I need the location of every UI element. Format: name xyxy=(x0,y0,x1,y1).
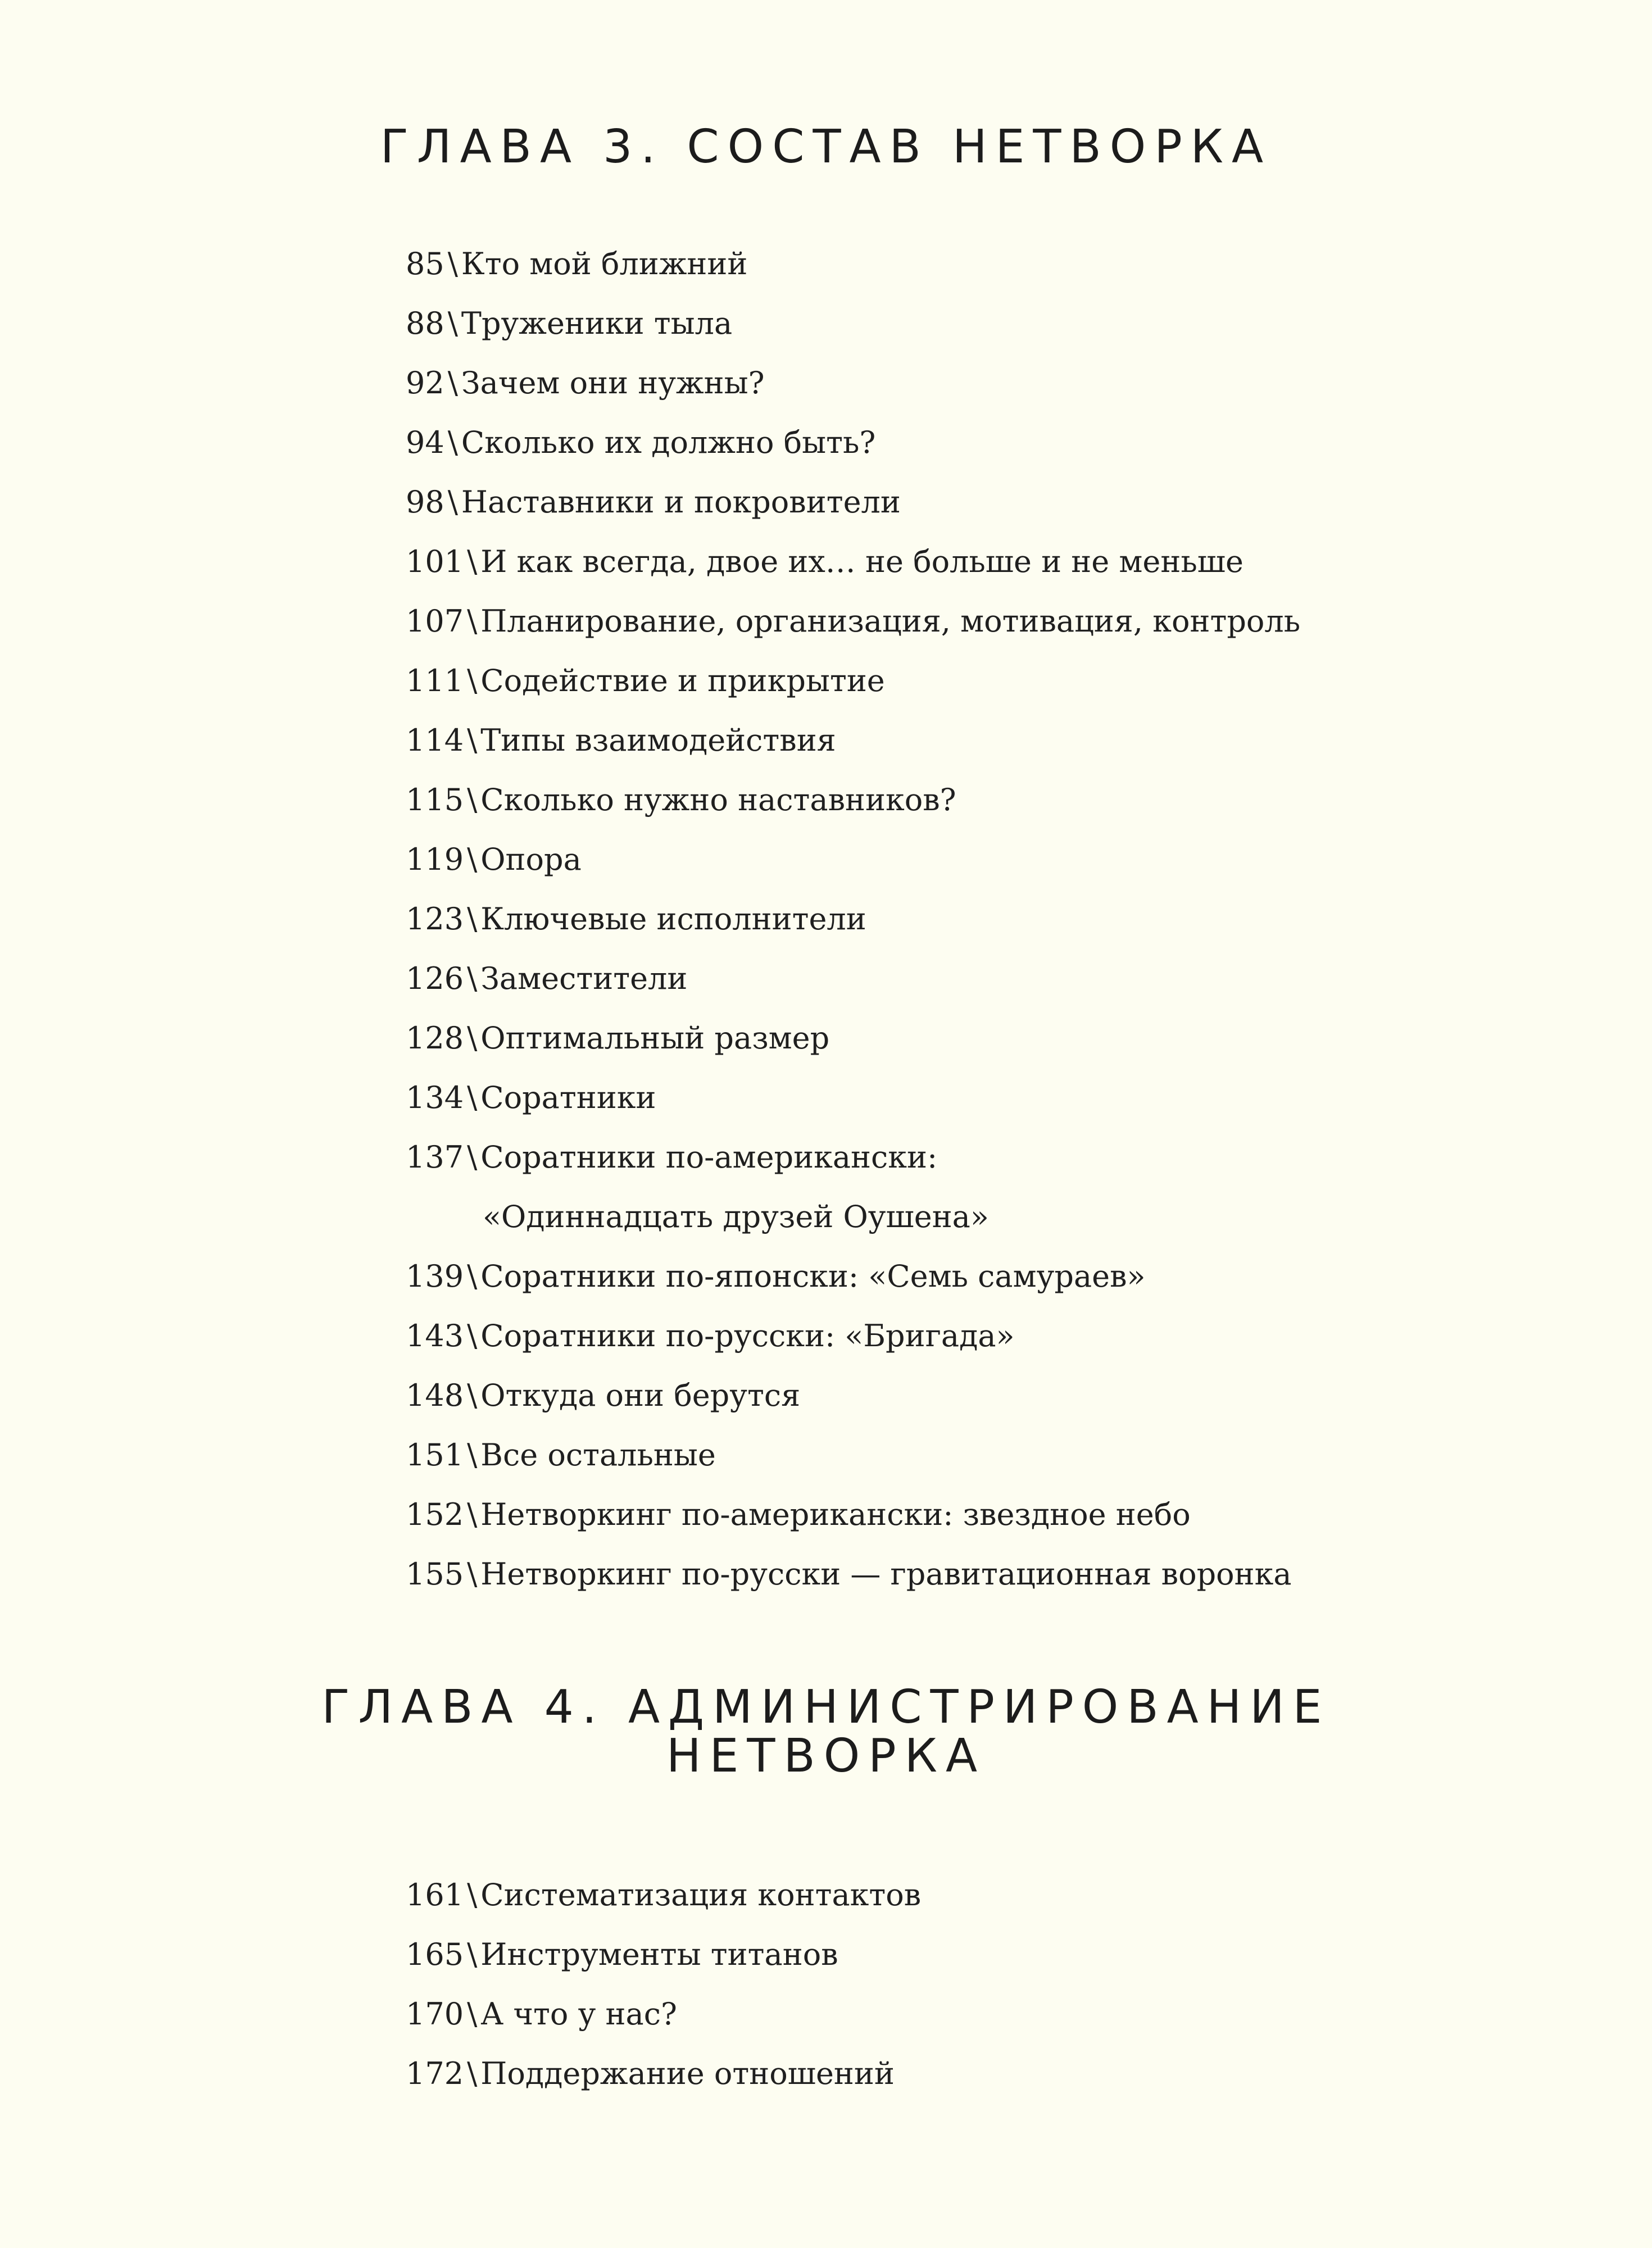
toc-entry[interactable] xyxy=(406,1068,1300,1128)
entry-title: Инструменты титанов xyxy=(480,1937,838,1972)
chapter-3-title xyxy=(0,120,1652,174)
entry-title: Типы взаимодействия xyxy=(480,723,836,758)
separator: \ xyxy=(467,961,478,996)
entry-title: Оптимальный размер xyxy=(480,1020,830,1056)
toc-entry[interactable] xyxy=(406,2044,921,2104)
separator: \ xyxy=(447,246,458,281)
entry-title: Труженики тыла xyxy=(461,306,733,341)
toc-entry[interactable] xyxy=(406,592,1300,651)
toc-entry[interactable] xyxy=(406,770,1300,830)
separator: \ xyxy=(467,1556,478,1592)
chapter-4-toc xyxy=(406,1865,921,2104)
separator: \ xyxy=(467,1497,478,1532)
entry-title: Содействие и прикрытие xyxy=(480,663,885,698)
page-number: 172 xyxy=(406,2056,464,2091)
chapter-4-title xyxy=(0,1683,1652,1781)
entry-title: Зачем они нужны? xyxy=(461,365,765,401)
entry-title: Наставники и покровители xyxy=(461,484,901,520)
toc-entry[interactable] xyxy=(406,651,1300,711)
page-number: 98 xyxy=(406,484,444,520)
separator: \ xyxy=(467,544,478,579)
page-number: 111 xyxy=(406,663,464,698)
separator: \ xyxy=(467,1937,478,1972)
separator: \ xyxy=(467,1139,478,1175)
page-number: 155 xyxy=(406,1556,464,1592)
toc-entry[interactable] xyxy=(406,473,1300,532)
separator: \ xyxy=(467,901,478,937)
toc-entry[interactable] xyxy=(406,1485,1300,1545)
toc-entry[interactable] xyxy=(406,1247,1300,1306)
entry-title: Сколько их должно быть? xyxy=(461,425,876,460)
page-number: 128 xyxy=(406,1020,464,1056)
toc-entry[interactable] xyxy=(406,532,1300,592)
separator: \ xyxy=(467,1437,478,1473)
entry-title: Все остальные xyxy=(480,1437,716,1473)
entry-title: И как всегда, двое их… не больше и не меньше xyxy=(480,544,1243,579)
entry-title: Кто мой ближний xyxy=(461,246,748,281)
page-number: 92 xyxy=(406,365,444,401)
entry-title: А что у нас? xyxy=(480,1996,677,2032)
chapter-4-title-line-1: ГЛАВА 4. АДМИНИСТРИРОВАНИЕ xyxy=(321,1681,1331,1734)
page-number: 170 xyxy=(406,1996,464,2032)
entry-title: Планирование, организация, мотивация, контроль xyxy=(480,603,1301,639)
entry-title: Ключевые исполнители xyxy=(480,901,866,937)
toc-entry[interactable] xyxy=(406,1545,1300,1604)
page-number: 107 xyxy=(406,603,464,639)
separator: \ xyxy=(467,782,478,818)
toc-entry[interactable] xyxy=(406,711,1300,770)
page-number: 148 xyxy=(406,1378,464,1413)
toc-entry[interactable] xyxy=(406,413,1300,473)
toc-entry[interactable] xyxy=(406,234,1300,294)
toc-entry[interactable] xyxy=(406,1128,1300,1187)
entry-title: Соратники по-русски: «Бригада» xyxy=(480,1318,1015,1354)
separator: \ xyxy=(447,306,458,341)
entry-title: Нетворкинг по-американски: звездное небо xyxy=(480,1497,1191,1532)
page-number: 114 xyxy=(406,723,464,758)
toc-entry[interactable] xyxy=(406,1865,921,1925)
page-number: 161 xyxy=(406,1877,464,1913)
page-number: 139 xyxy=(406,1259,464,1294)
entry-title: Соратники по-американски: xyxy=(480,1139,938,1175)
entry-title: Сколько нужно наставников? xyxy=(480,782,956,818)
separator: \ xyxy=(467,1996,478,2032)
page-number: 126 xyxy=(406,961,464,996)
toc-entry[interactable] xyxy=(406,1306,1300,1366)
entry-title: Заместители xyxy=(480,961,688,996)
entry-title: Откуда они берутся xyxy=(480,1378,801,1413)
toc-entry[interactable] xyxy=(406,889,1300,949)
separator: \ xyxy=(467,1020,478,1056)
separator: \ xyxy=(447,365,458,401)
entry-title: Соратники по-японски: «Семь самураев» xyxy=(480,1259,1146,1294)
chapter-4-title-line-2: НЕТВОРКА xyxy=(666,1729,986,1783)
entry-title: Нетворкинг по-русски — гравитационная воронка xyxy=(480,1556,1292,1592)
toc-entry[interactable] xyxy=(406,294,1300,353)
page-number: 115 xyxy=(406,782,464,818)
entry-title: Систематизация контактов xyxy=(480,1877,922,1913)
page-number: 134 xyxy=(406,1080,464,1115)
toc-entry[interactable] xyxy=(406,1984,921,2044)
page-number: 123 xyxy=(406,901,464,937)
separator: \ xyxy=(467,663,478,698)
page-number: 88 xyxy=(406,306,444,341)
entry-title: Опора xyxy=(480,842,582,877)
toc-entry[interactable] xyxy=(406,1925,921,1984)
entry-title: Поддержание отношений xyxy=(480,2056,895,2091)
separator: \ xyxy=(467,1318,478,1354)
page-number: 101 xyxy=(406,544,464,579)
page-number: 119 xyxy=(406,842,464,877)
separator: \ xyxy=(467,1877,478,1913)
page-number: 85 xyxy=(406,246,444,281)
separator: \ xyxy=(467,842,478,877)
separator: \ xyxy=(467,2056,478,2091)
separator: \ xyxy=(467,1080,478,1115)
page-number: 143 xyxy=(406,1318,464,1354)
page-number: 151 xyxy=(406,1437,464,1473)
entry-title: Соратники xyxy=(480,1080,656,1115)
toc-entry[interactable] xyxy=(406,1366,1300,1425)
toc-entry[interactable] xyxy=(406,353,1300,413)
separator: \ xyxy=(467,1378,478,1413)
separator: \ xyxy=(467,723,478,758)
toc-entry-continuation[interactable] xyxy=(406,1187,1300,1247)
page-number: 165 xyxy=(406,1937,464,1972)
toc-entry[interactable] xyxy=(406,1425,1300,1485)
separator: \ xyxy=(467,1259,478,1294)
page-number: 137 xyxy=(406,1139,464,1175)
separator: \ xyxy=(447,484,458,520)
page-number: 94 xyxy=(406,425,444,460)
toc-entry[interactable] xyxy=(406,1009,1300,1068)
entry-title: «Одиннадцать друзей Оушена» xyxy=(483,1199,989,1234)
separator: \ xyxy=(467,603,478,639)
chapter-3-title-line-1: ГЛАВА 3. СОСТАВ НЕТВОРКА xyxy=(380,120,1272,174)
page-number: 152 xyxy=(406,1497,464,1532)
toc-entry[interactable] xyxy=(406,949,1300,1009)
separator: \ xyxy=(447,425,458,460)
chapter-3-toc xyxy=(406,234,1300,1604)
toc-entry[interactable] xyxy=(406,830,1300,889)
